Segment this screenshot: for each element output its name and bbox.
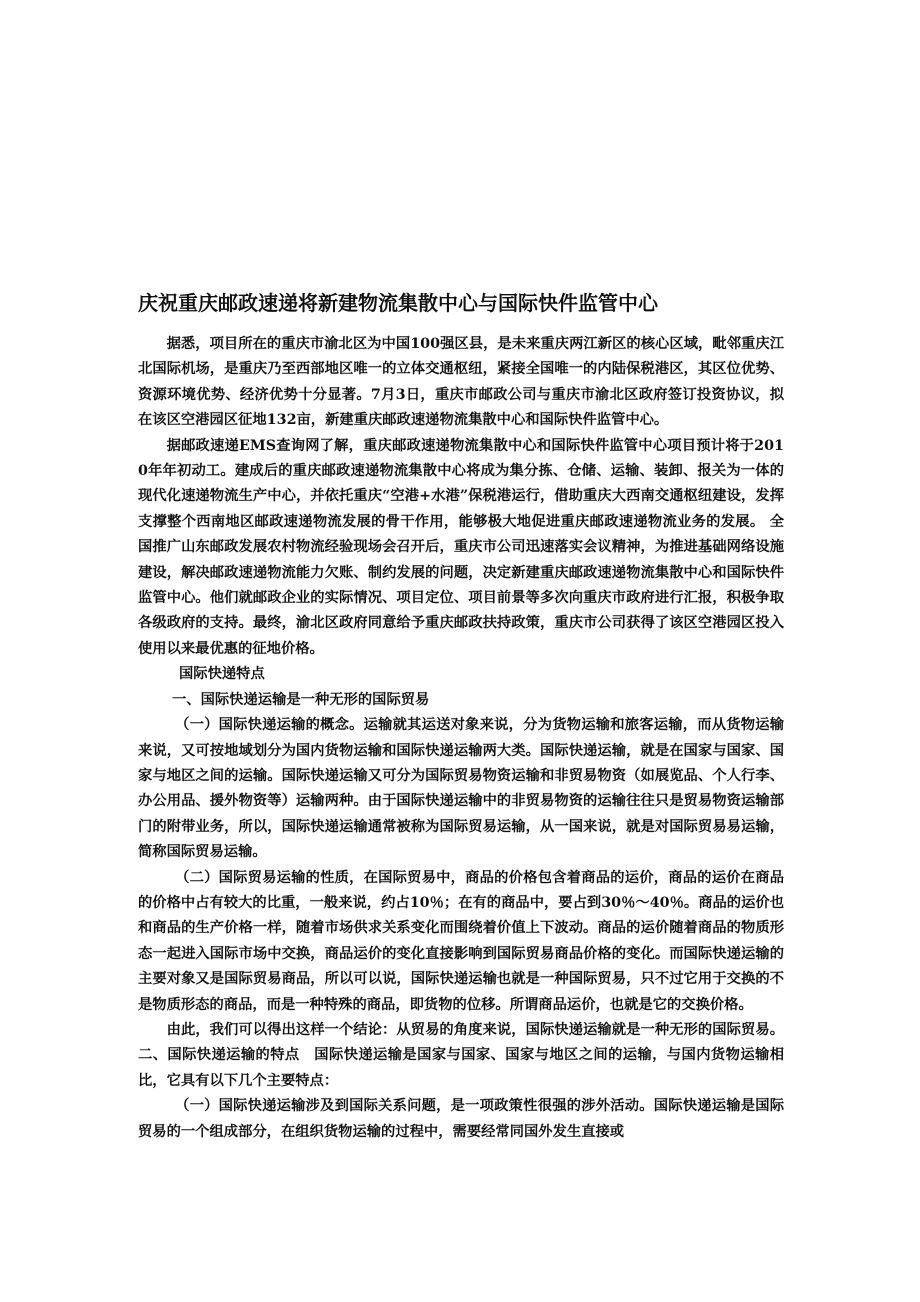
subheading-invisible-trade: 一、国际快递运输是一种无形的国际贸易 bbox=[172, 691, 430, 708]
section-heading: 国际快递特点 bbox=[179, 666, 265, 683]
document-title: 庆祝重庆邮政速递将新建物流集散中心与国际快件监管中心 bbox=[138, 291, 658, 315]
paragraph-project-overview: 据悉，项目所在的重庆市渝北区为中国100强区县，是未来重庆两江新区的核心区域，毗邻重庆江北国际机场，是重庆乃至西部地区唯一的立体交通枢纽，紧接全国唯一的内陆保税港区，其区位优势、资源环境优势、经济优势十分显著。7月3日，重庆市邮政公司与重庆市渝北区政府签订投资协议，拟在该区空港园区征地132亩，新建重庆邮政速递物流集散中心和国际快件监管中心。 bbox=[138, 336, 784, 429]
paragraph-concept: （一）国际快递运输的概念。运输就其运送对象来说，分为货物运输和旅客运输，而从货物运输来说，又可按地域划分为国内货物运输和国际快递运输两大类。国际快递运输，就是在国家与国家、国家与地区之间的运输。国际快递运输又可分为国际贸易物资运输和非贸易物资（如展览品、个人行李、办公用品、援外物资等）运输两种。由于国际快递运输中的非贸易物资的运输往往只是贸易物资运输部门的附带业务，所以，国际快递运输通常被称为国际贸易运输，从一国来说，就是对国际贸易易运输，简称国际贸易运输。 bbox=[138, 717, 784, 861]
paragraph-conclusion: 由此，我们可以得出这样一个结论：从贸易的角度来说，国际快递运输就是一种无形的国际贸易。二、国际快递运输的特点 国际快递运输是国家与国家、国家与地区之间的运输，与国内货物运输相比，它具有以下几个主要特点： bbox=[138, 1021, 784, 1089]
paragraph-international-relations: （一）国际快递运输涉及到国际关系问题，是一项政策性很强的涉外活动。国际快递运输是国际贸易的一个组成部分，在组织货物运输的过程中，需要经常同国外发生直接或 bbox=[138, 1098, 784, 1140]
paragraph-nature: （二）国际贸易运输的性质，在国际贸易中，商品的价格包含着商品的运价，商品的运价在商品的价格中占有较大的比重，一般来说，约占10％；在有的商品中，要占到30％～40％。商品的运价也和商品的生产价格一样，随着市场供求关系变化而围绕着价值上下波动。商品的运价随着商品的物质形态一起进入国际市场中交换，商品运价的变化直接影响到国际贸易商品价格的变化。而国际快递运输的主要对象又是国际贸易商品，所以可以说，国际快递运输也就是一种国际贸易，只不过它用于交换的不是物质形态的商品，而是一种特殊的商品，即货物的位移。所谓商品运价，也就是它的交换价格。 bbox=[138, 869, 784, 1013]
paragraph-ems-construction: 据邮政速递EMS查询网了解，重庆邮政速递物流集散中心和国际快件监管中心项目预计将于2010年年初动工。建成后的重庆邮政速递物流集散中心将成为集分拣、仓储、运输、装卸、报关为一体的现代化速递物流生产中心，并依托重庆“空港+水港”保税港运行，借助重庆大西南交通枢纽建设，发挥支撑整个西南地区邮政速递物流发展的骨干作用，能够极大地促进重庆邮政速递物流业务的发展。 全国推广山东邮政发展农村物流经验现场会召开后，重庆市公司迅速落实会议精神，为推进基础网络设施建设，解决邮政速递物流能力欠账、制约发展的问题，决定新建重庆邮政速递物流集散中心和国际快件监管中心。他们就邮政企业的实际情况、项目定位、项目前景等多次向重庆市政府进行汇报，积极争取各级政府的支持。最终，渝北区政府同意给予重庆邮政扶持政策，重庆市公司获得了该区空港园区投入使用以来最优惠的征地价格。 bbox=[138, 437, 784, 657]
document-body bbox=[138, 288, 784, 1145]
